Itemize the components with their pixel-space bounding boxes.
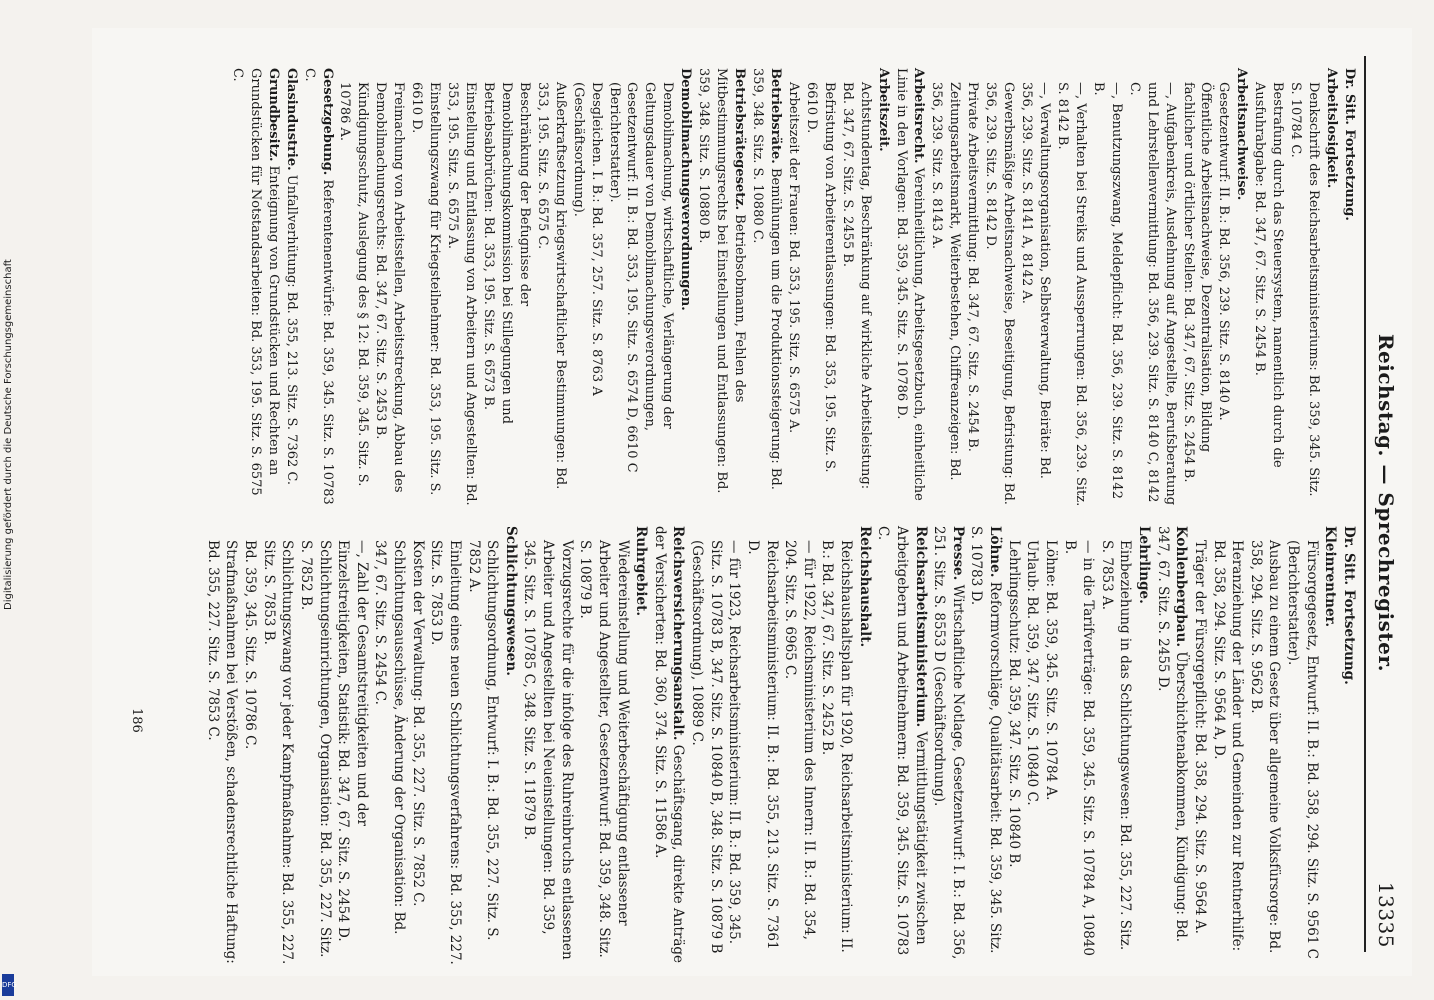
index-entry <box>407 68 443 508</box>
left-column <box>228 68 1358 508</box>
entry-text: Lehrlingsschutz: Bd. 359, 347. Sitz. S. 10840 B. <box>1005 540 1022 868</box>
index-entry <box>967 526 1004 966</box>
index-entry <box>336 68 372 508</box>
entry-text: Urlaub: Bd. 359, 347. Sitz. S. 10840 C. <box>1024 540 1041 806</box>
entry-text: — für 1923, Reichsarbeitsministerium: II. B.: Bd. 359, 345. Sitz. S. 10783 B, 347. Sitz. S. 10840 B, 348. Sitz. S. 10879 B (Geschäftsordnung), 10889 C. <box>689 540 743 954</box>
dfg-logo: DFG <box>2 974 14 996</box>
entry-text: Denkschrift des Reichsarbeitsministeriums: Bd. 359, 345. Sitz. S. 10784 C. <box>1288 82 1322 497</box>
index-entry <box>1135 526 1154 966</box>
index-entry <box>818 526 855 966</box>
index-entry <box>479 68 533 508</box>
index-entry <box>464 526 501 966</box>
entry-text: Schlichtungsordnung, Entwurf: I. B.: Bd. 355, 227. Sitz. S. 7852 A. <box>465 540 501 941</box>
page-number: 13335 <box>1374 881 1398 948</box>
index-entry <box>1053 68 1089 508</box>
entry-heading: Arbeitsrecht. <box>911 68 927 164</box>
rotated-page-content <box>92 28 1412 976</box>
index-entry <box>300 68 336 508</box>
index-entry <box>1179 68 1215 508</box>
index-entry <box>1286 68 1322 508</box>
index-entry <box>874 526 930 966</box>
entry-heading: Reichsversicherungsanstalt. <box>670 526 687 741</box>
entry-text: Geschäftsgang, direkte Anträge der Versicherten: Bd. 360, 374. Sitz. S. 11586 A. <box>651 526 687 964</box>
entry-text: Achtstundentag, Beschränkung auf wirkliche Arbeitsleistung: Bd. 347, 67. Sitz. S. 2455 B. <box>839 82 873 490</box>
entry-text: Einstellung und Entlassung von Arbeitern und Angestellten: Bd. 353, 195. Sitz. S. 6575 A. <box>445 82 479 506</box>
entry-text: Unfallverhütung: Bd. 355, 213. Sitz. S. 7362 C. <box>283 174 299 486</box>
entry-heading: Arbeitsnachweise. <box>1234 68 1250 201</box>
index-entry <box>241 526 260 966</box>
entry-heading: Arbeitslosigkeit. <box>1324 68 1340 189</box>
entry-heading: Schlichtungswesen. <box>502 526 519 676</box>
entry-heading: Dr. Sitt. Fortsetzung. <box>1342 68 1357 221</box>
right-column <box>203 526 1358 966</box>
index-entry <box>569 68 605 508</box>
entry-heading: Arbeitszeit. <box>875 68 891 152</box>
entry-heading: Presse. <box>949 526 966 581</box>
entry-text: Heranziehung der Länder und Gemeinden zur Rentnerhilfe: Bd. 358, 294. Sitz. S. 9564 A, D. <box>1210 540 1246 952</box>
index-entry <box>259 526 296 966</box>
entry-heading: Grundbesitz. <box>265 68 281 162</box>
page-title: Reichstag. — Sprechregister. <box>1374 333 1398 673</box>
entry-heading: Reichsarbeitsministerium. <box>912 526 929 728</box>
entry-text: Zeitungsarbeitsmarkt, Weiterbestehen, Chiffreanzeigen: Bd. 356, 239. Sitz. S. 8143 A. <box>929 82 963 481</box>
index-entry <box>838 68 874 508</box>
index-entry <box>334 526 371 966</box>
entry-text: Desgleichen. I. B.: Bd. 357, 257. Sitz. S. 8763 A (Geschäftsordnung). <box>570 82 604 396</box>
entry-text: Reformvorschläge, Qualitätsarbeit: Bd. 359, 345. Sitz. S. 10783 D. <box>968 526 1004 954</box>
entry-heading: Betriebsräte. <box>768 68 783 164</box>
index-entry <box>605 68 677 508</box>
entry-heading: Demobilmachungsverordnungen. <box>678 68 694 311</box>
index-entry <box>1041 526 1060 966</box>
index-entry <box>694 68 748 508</box>
entry-text: Private Arbeitsvermittlung: Bd. 347, 67. Sitz. S. 2454 B. <box>965 82 981 452</box>
entry-text: Vorzugsrechte für die infolge des Ruhreinbruchs entlassenen Arbeiter und Angestellten bei Neueinstellungen: Bd. 359, 345. Sitz. S. 10785 C, 348. Sitz. S. 11879 B. <box>521 540 575 960</box>
entry-text: Bestrafung durch das Steuersystem, namentlich durch die Ausfuhrabgabe: Bd. 347, 67. Sitz. S. 2454 B. <box>1252 82 1286 468</box>
entry-text: Enteignung von Grundstücken und Rechten an Grundstücken für Notstandsarbeiten: Bd. 353, 195. Sitz. S. 6575 C. <box>229 68 281 496</box>
index-entry <box>576 526 632 966</box>
index-entry <box>981 68 1017 508</box>
index-entry <box>203 526 240 966</box>
entry-text: Kündigungsschutz, Auslegung des § 12: Bd. 359, 345. Sitz. S. 10786 A. <box>337 82 371 487</box>
index-entry <box>282 68 300 508</box>
index-entry <box>1089 68 1125 508</box>
entry-text: Ausbau zu einem Gesetz über allgemeine Volksfürsorge: Bd. 358, 294. Sitz. S. 9562 B. <box>1247 540 1283 954</box>
entry-text: Schlichtungszwang vor jeder Kampfmaßnahme: Bd. 355, 227. Sitz. S. 7853 B. <box>260 540 296 965</box>
entry-text: Arbeitszeit der Frauen: Bd. 353, 195. Sitz. S. 6575 A. <box>785 82 801 434</box>
index-entry <box>1246 526 1283 966</box>
index-entry <box>1284 526 1321 966</box>
index-entry <box>802 68 838 508</box>
entry-text: Einleitung eines neuen Schlichtungsverfahrens: Bd. 355, 227. Sitz. S. 7853 D. <box>428 540 463 965</box>
entry-text: Gewerbsmäßige Arbeitsnachweise, Beseitigung, Befristung: Bd. 356, 239. Sitz. S. 8142 D. <box>983 82 1017 505</box>
entry-heading: Gesetzgebung. <box>319 68 335 176</box>
index-entry <box>928 68 964 508</box>
entry-heading: Ruhrgebiet. <box>633 526 650 617</box>
entry-text: Überschichtenabkommen, Kündigung: Bd. 347, 67. Sitz. S. 2455 D. <box>1154 526 1190 943</box>
index-entry <box>632 526 651 966</box>
entry-heading: Glasindustrie. <box>283 68 299 171</box>
index-entry <box>1060 526 1097 966</box>
index-entry <box>501 526 520 966</box>
entry-text: —, Verhalten bei Streiks und Aussperrungen: Bd. 356, 239. Sitz. S. 8142 B. <box>1055 82 1088 507</box>
index-entry <box>1321 526 1340 966</box>
index-entry <box>228 68 282 508</box>
entry-text: —, Verwaltungsorganisation, Selbstverwaltung, Beiräte: Bd. 356, 239. Sitz. S. 8141 A, 8142 A. <box>1019 82 1053 479</box>
entry-text: Schlichtungseinrichtungen, Organisation: Bd. 355, 227. Sitz. S. 7852 B. <box>298 540 333 958</box>
entry-text: Betriebsobmann, Fehlen des Mitbestimmungsrechts bei Einstellungen und Entlassungen: Bd. 359, 348. Sitz. S. 10880 B. <box>696 68 748 494</box>
index-entry <box>1209 526 1246 966</box>
entry-heading: Betriebsrätegesetz. <box>732 68 748 211</box>
entry-text: Einstellungszwang für Kriegsteilnehmer: Bd. 353, 195. Sitz. S. 6610 D. <box>409 82 443 496</box>
index-entry <box>688 526 744 966</box>
entry-text: Löhne: Bd. 359, 345. Sitz. S. 10784 A. <box>1043 540 1059 801</box>
entry-text: —, Aufgabenkreis, Ausdehnung auf Angestellte, Berufsberatung und Lehrstellenvermittlung: Bd. 356, 239. Sitz. S. 8140 C, 8142 C. <box>1126 82 1178 506</box>
entry-text: Reichsarbeitsministerium: II. B.: Bd. 355, 213. Sitz. S. 7361 D. <box>745 540 780 950</box>
index-entry <box>676 68 694 508</box>
entry-text: Referentenentwürfe: Bd. 359, 345. Sitz. S. 10783 C. <box>301 68 335 505</box>
entry-text: — für 1922, Reichsministerium des Innern: II. B.: Bd. 354, 204. Sitz. S. 6965 C. <box>782 540 817 940</box>
entry-text: — in die Tarifverträge: Bd. 359, 345. Sitz. S. 10784 A, 10840 B. <box>1061 540 1097 956</box>
index-entry <box>443 68 479 508</box>
index-entry <box>296 526 333 966</box>
entry-heading: Dr. Sitt. Fortsetzung. <box>1341 526 1357 685</box>
entry-text: Einbeziehung in das Schlichtungswesen: Bd. 355, 227. Sitz. S. 7853 A. <box>1098 540 1134 951</box>
index-entry <box>1232 68 1250 508</box>
index-entry <box>874 68 892 508</box>
entry-text: Vermittlungstätigkeit zwischen Arbeitgebern und Arbeitnehmern: Bd. 359, 345. Sitz. S. 10783 C. <box>875 526 929 956</box>
index-entry <box>748 68 784 508</box>
index-entry <box>1250 68 1286 508</box>
entry-heading: Löhne. <box>987 526 1004 578</box>
entry-text: Wirtschaftliche Notlage, Gesetzentwurf: I. B.: Bd. 356, 251. Sitz. S. 8553 D (Geschäftsordnung). <box>931 526 966 960</box>
index-entry <box>1017 68 1053 508</box>
index-entry <box>427 526 464 966</box>
index-entry <box>1023 526 1042 966</box>
entry-text: Vereinheitlichung, Arbeitsgesetzbuch, einheitliche Linie in den Vorlagen: Bd. 359, 345. Sitz. S. 10786 D. <box>893 68 927 501</box>
index-entry <box>930 526 967 966</box>
page-header <box>1366 58 1406 948</box>
index-entry <box>781 526 818 966</box>
entry-heading: Lehrlinge. <box>1136 526 1153 604</box>
index-entry <box>743 526 780 966</box>
header-rule <box>1364 56 1366 952</box>
index-entry <box>371 526 408 966</box>
index-entry <box>650 526 687 966</box>
entry-text: Reichshaushaltsplan für 1920, Reichsarbeitsministerium: II. B.: Bd. 347, 67. Sitz. S. 2452 B. <box>819 540 855 953</box>
side-margin <box>0 0 16 1000</box>
entry-text: Schlichtungsausschüsse, Änderung der Organisation: Bd. 347, 67. Sitz. S. 2454 C. <box>372 540 408 935</box>
digitalisation-note: Digitalisierung gefördert durch die Deutsche Forschungsgemeinschaft <box>3 259 14 610</box>
entry-heading: Kleinrentner. <box>1322 526 1339 628</box>
footer-number: 186 <box>129 708 144 733</box>
index-entry <box>784 68 802 508</box>
index-entry <box>1125 68 1179 508</box>
index-entry <box>1340 68 1358 508</box>
entry-text: Freimachung von Arbeitsstellen, Arbeitsstreckung, Abbau des Demobilmachungsrechts: Bd. 347, 67. Sitz. S. 2453 B. <box>373 82 407 493</box>
index-entry <box>1097 526 1134 966</box>
entry-text: Träger der Fürsorgepflicht: Bd. 358, 294. Sitz. S. 9564 A. <box>1192 540 1208 934</box>
index-entry <box>1153 526 1190 966</box>
entry-heading: Kohlenbergbau. <box>1173 526 1190 648</box>
entry-text: —, Benutzungszwang, Meldepflicht: Bd. 356, 239. Sitz. S. 8142 B. <box>1090 82 1124 499</box>
entry-text: Gesetzentwurf: II. B.: Bd. 356, 239. Sitz. S. 8140 A. <box>1216 82 1232 421</box>
entry-text: Öffentliche Arbeitsnachweise, Dezentralisation, Bildung fachlicher und örtlicher Stellen: Bd. 347, 67. Sitz. S. 2454 B. <box>1180 82 1214 483</box>
entry-text: Kosten der Verwaltung: Bd. 355, 227. Sitz. S. 7852 C. <box>409 540 426 907</box>
index-entry <box>408 526 427 966</box>
entry-text: Strafmaßnahmen bei Verstößen, schadensrechtliche Haftung: Bd. 355, 227. Sitz. S. 7853 C. <box>204 540 240 964</box>
entry-text: Befristung von Arbeiterentlassungen: Bd. 353, 195. Sitz. S. 6610 D. <box>803 82 837 473</box>
index-entry <box>533 68 569 508</box>
entry-text: Wiedereinstellung und Weiterbeschäftigung entlassener Arbeiter und Angestellter, Gesetzentwurf: Bd. 359, 348. Sitz. S. 10879 B. <box>577 540 631 958</box>
index-entry <box>1322 68 1340 508</box>
index-entry <box>1004 526 1023 966</box>
index-entry <box>371 68 407 508</box>
entry-text: Bd. 359, 345. Sitz. S. 10786 C. <box>242 540 259 750</box>
entry-text: Fürsorgegesetz, Entwurf: II. B.: Bd. 358, 294. Sitz. S. 9561 C (Berichterstatter). <box>1285 540 1320 959</box>
index-entry <box>1215 68 1233 508</box>
entry-text: Demobilmachung, wirtschaftliche, Verlängerung der Geltungsdauer von Demobilmachungsverordnungen, Gesetzentwurf: II. B.: Bd. 353, 195. Sitz. S. 6574 D, 6610 C (Berichterstatter). <box>606 82 676 473</box>
index-entry <box>1339 526 1358 966</box>
entry-heading: Reichshaushalt. <box>856 526 873 648</box>
entry-text: Beschränkung der Befugnisse der Demobilmachungskommission bei Stillegungen und Betriebsabbrüchen: Bd. 353, 195. Sitz. S. 6573 B. <box>481 82 532 424</box>
index-entry <box>855 526 874 966</box>
entry-text: Bemühungen um die Produktionssteigerung: Bd. 359, 348. Sitz. S. 10880 C. <box>750 68 783 490</box>
index-entry <box>520 526 576 966</box>
entry-text: Außerkraftsetzung kriegswirtschaftlicher Bestimmungen: Bd. 353, 195. Sitz. S. 6575 C. <box>534 82 568 490</box>
entry-text: —, Zahl der Gesamtstreitigkeiten und der Einzelstreitigkeiten, Statistik: Bd. 347, 67. Sitz. S. 2454 D. <box>335 540 370 942</box>
index-entry <box>963 68 981 508</box>
index-entry <box>892 68 928 508</box>
index-entry <box>1190 526 1209 966</box>
